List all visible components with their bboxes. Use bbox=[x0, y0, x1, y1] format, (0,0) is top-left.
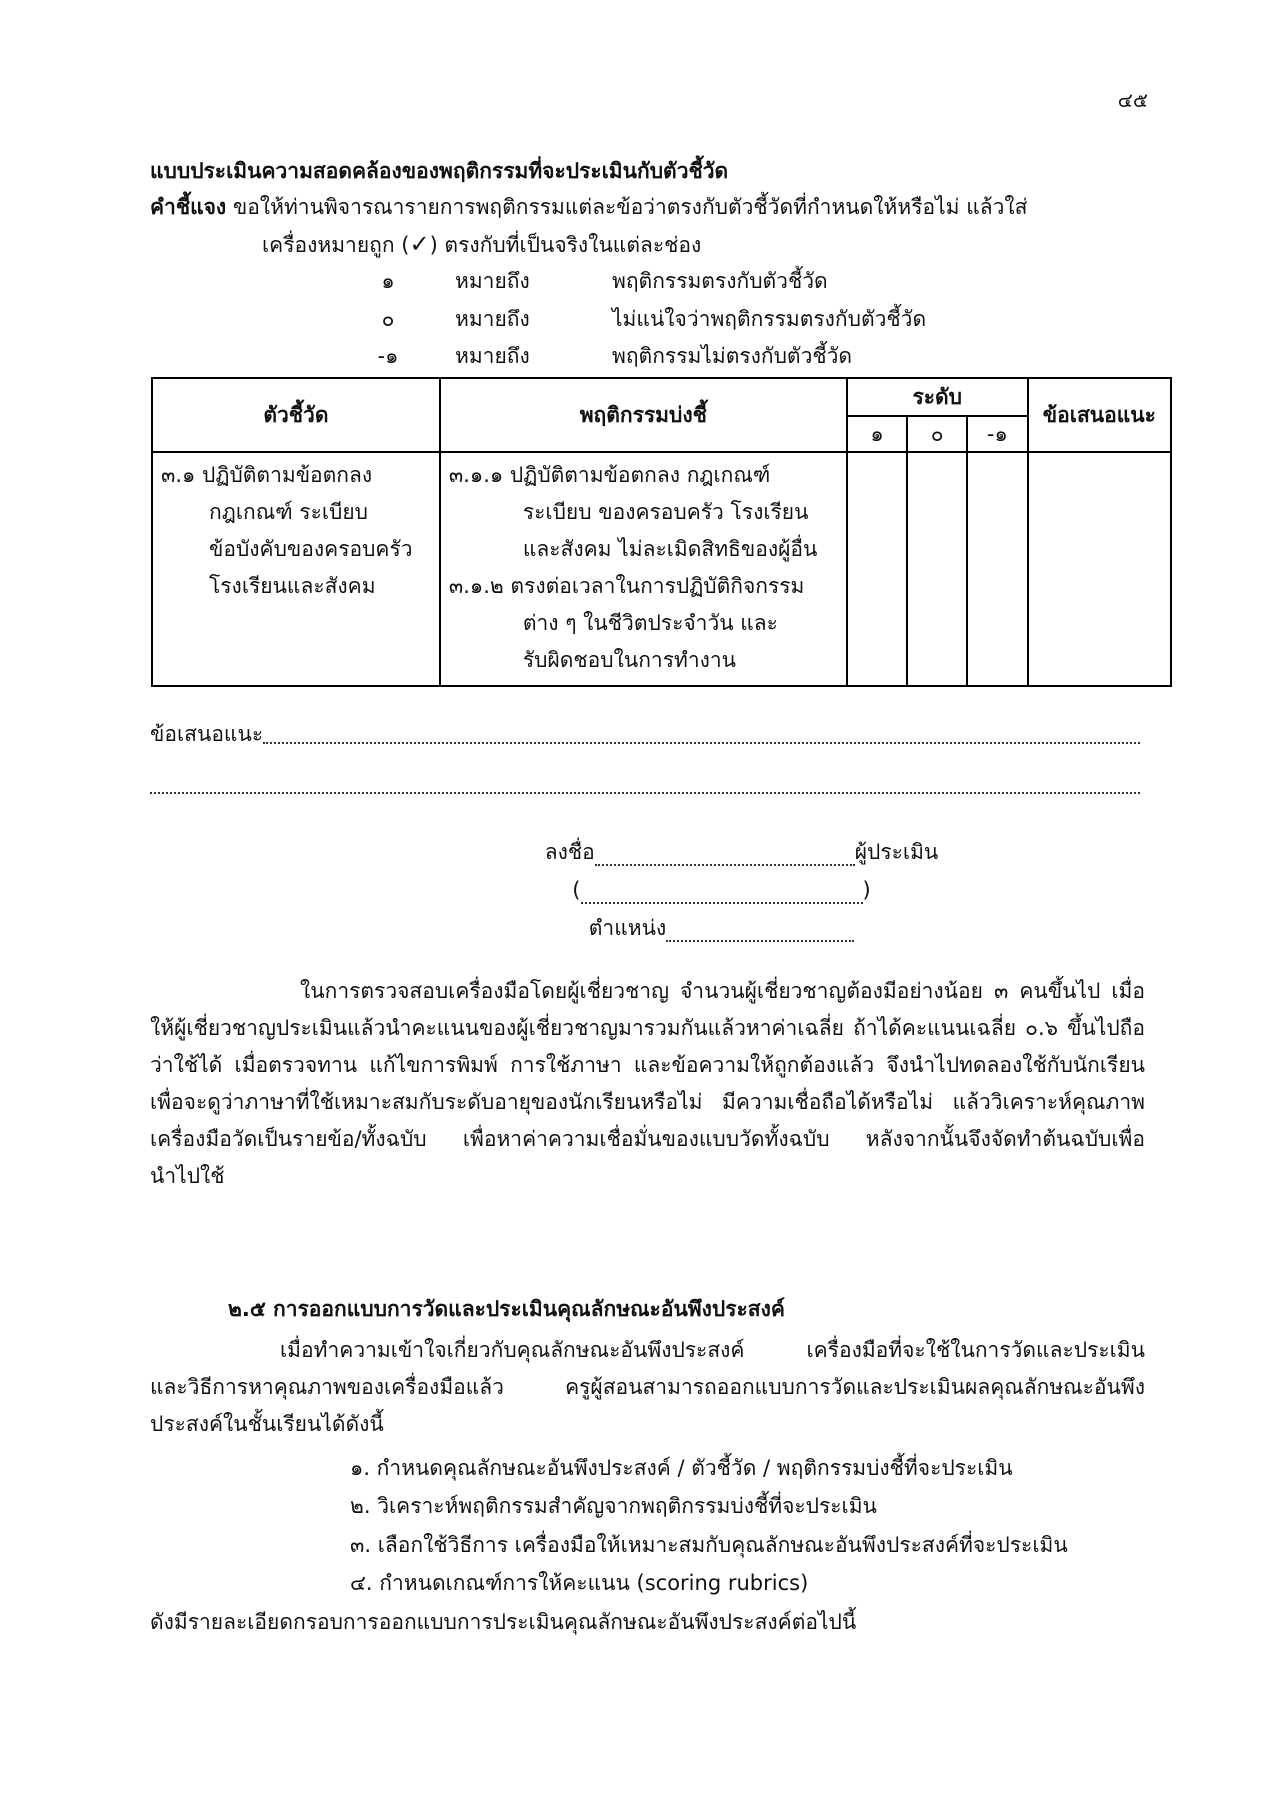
page-number: ๔๕ bbox=[1117, 88, 1148, 112]
behavior-cell bbox=[440, 452, 847, 686]
level-0: ๐ bbox=[907, 416, 967, 452]
position-label: ตำแหน่ง bbox=[588, 916, 667, 940]
form-title: แบบประเมินความสอดคล้องของพฤติกรรมที่จะประเมินกับตัวชี้วัด bbox=[150, 159, 729, 183]
legend-means: หมายถึง bbox=[455, 344, 530, 368]
paragraph-line: ว่าใช้ได้ เมื่อตรวจทาน แก้ไขการพิมพ์ การใช้ภาษา และข้อความให้ถูกต้องแล้ว จึงนำไปทดลองใช้กับนักเรียน bbox=[150, 1053, 1145, 1077]
sign-dotted-blank[interactable] bbox=[595, 842, 855, 866]
legend-desc: ไม่แน่ใจว่าพฤติกรรมตรงกับตัวชี้วัด bbox=[612, 307, 927, 331]
level-1-checkbox-cell[interactable] bbox=[847, 452, 908, 686]
level-1: ๑ bbox=[847, 416, 908, 452]
intro-line: และวิธีการหาคุณภาพของเครื่องมือแล้ว ครูผู้สอนสามารถออกแบบการวัดและประเมินผลคุณลักษณะอันพึง bbox=[150, 1375, 1145, 1399]
behavior-line: ๓.๑.๑ ปฏิบัติตามข้อตกลง กฎเกณฑ์ bbox=[448, 463, 771, 487]
legend-desc: พฤติกรรมไม่ตรงกับตัวชี้วัด bbox=[612, 344, 853, 368]
instructions-line1: ขอให้ท่านพิจารณารายการพฤติกรรมแต่ละข้อว่าตรงกับตัวชี้วัดที่กำหนดให้หรือไม่ แล้วใส่ bbox=[232, 195, 1028, 219]
suggestion-cell[interactable] bbox=[1028, 452, 1171, 686]
behavior-line: และสังคม ไม่ละเมิดสิทธิของผู้อื่น bbox=[522, 537, 818, 561]
intro-line: เมื่อทำความเข้าใจเกี่ยวกับคุณลักษณะอันพึงประสงค์ เครื่องมือที่จะใช้ในการวัดและประเมิน bbox=[280, 1338, 1145, 1362]
position-dotted-blank[interactable] bbox=[666, 918, 854, 942]
check-mark-icon: ✓ bbox=[409, 230, 430, 258]
indicator-line: กฎเกณฑ์ ระเบียบ bbox=[209, 500, 368, 524]
section-closing: ดังมีรายละเอียดกรอบการออกแบบการประเมินคุณลักษณะอันพึงประสงค์ต่อไปนี้ bbox=[150, 1610, 857, 1634]
paren-close: ) bbox=[862, 878, 871, 902]
name-line bbox=[0, 876, 1273, 904]
instructions-line2-before: เครื่องหมายถูก ( bbox=[262, 233, 410, 257]
suggestion-label: ข้อเสนอแนะ bbox=[150, 722, 264, 746]
paragraph-line: ให้ผู้เชี่ยวชาญประเมินแล้วนำคะแนนของผู้เชี่ยวชาญมารวมกันแล้วหาค่าเฉลี่ย ถ้าได้คะแนนเฉลี่ย ๐.๖ ขึ้นไปถือ bbox=[150, 1016, 1145, 1040]
header-behavior: พฤติกรรมบ่งชี้ bbox=[440, 378, 847, 452]
indicator-line: ข้อบังคับของครอบครัว bbox=[209, 537, 413, 561]
behavior-line: รับผิดชอบในการทำงาน bbox=[522, 648, 737, 672]
legend-value: -๑ bbox=[377, 344, 399, 368]
sign-label: ลงชื่อ bbox=[544, 840, 595, 864]
section-intro bbox=[150, 1332, 1145, 1443]
indicator-line: โรงเรียนและสังคม bbox=[209, 574, 376, 598]
paren-open: ( bbox=[572, 878, 581, 902]
legend-row bbox=[0, 305, 1273, 339]
legend-means: หมายถึง bbox=[455, 307, 530, 331]
paragraph-line: เครื่องมือวัดเป็นรายข้อ/ทั้งฉบับ เพื่อหาค่าความเชื่อมั่นของแบบวัดทั้งฉบับ หลังจากนั้นจึงจัดทำต้นฉบับเพื่อ bbox=[150, 1127, 1145, 1151]
paragraph-line: ในการตรวจสอบเครื่องมือโดยผู้เชี่ยวชาญ จำนวนผู้เชี่ยวชาญต้องมีอย่างน้อย ๓ คนขึ้นไป เมื่อ bbox=[300, 979, 1145, 1003]
behavior-line: ๓.๑.๒ ตรงต่อเวลาในการปฏิบัติกิจกรรม bbox=[448, 574, 805, 598]
legend-row bbox=[0, 267, 1273, 301]
intro-line: ประสงค์ในชั้นเรียนได้ดังนี้ bbox=[150, 1412, 384, 1436]
legend-value: ๐ bbox=[381, 307, 395, 331]
name-dotted-blank[interactable] bbox=[581, 880, 863, 904]
level-0-checkbox-cell[interactable] bbox=[907, 452, 967, 686]
suggestion-line-2[interactable] bbox=[150, 770, 1140, 794]
instructions-line2-after: ) ตรงกับที่เป็นจริงในแต่ละช่อง bbox=[429, 233, 702, 257]
step-item: ๔. กำหนดเกณฑ์การให้คะแนน (scoring rubrics) bbox=[350, 1571, 809, 1595]
legend-value: ๑ bbox=[381, 269, 395, 293]
suggestion-line[interactable] bbox=[150, 720, 1140, 748]
signature-line bbox=[0, 838, 1273, 866]
step-item: ๒. วิเคราะห์พฤติกรรมสำคัญจากพฤติกรรมบ่งชี้ที่จะประเมิน bbox=[350, 1494, 877, 1518]
header-suggestion: ข้อเสนอแนะ bbox=[1028, 378, 1171, 452]
paragraph-line: นำไปใช้ bbox=[150, 1164, 225, 1188]
level-minus-1-checkbox-cell[interactable] bbox=[967, 452, 1028, 686]
level-minus-1: -๑ bbox=[967, 416, 1028, 452]
paragraph-line: เพื่อจะดูว่าภาษาที่ใช้เหมาะสมกับระดับอายุของนักเรียนหรือไม่ มีความเชื่อถือได้หรือไม่ แล้ววิเคราะห์คุณภาพ bbox=[150, 1090, 1145, 1114]
suggestion-dotted-blank bbox=[263, 720, 1140, 744]
legend-means: หมายถึง bbox=[455, 269, 530, 293]
instructions-line2 bbox=[262, 230, 701, 259]
sign-suffix: ผู้ประเมิน bbox=[854, 840, 939, 864]
header-indicator: ตัวชี้วัด bbox=[152, 378, 440, 452]
header-level: ระดับ bbox=[847, 378, 1028, 416]
behavior-line: ระเบียบ ของครอบครัว โรงเรียน bbox=[522, 500, 809, 524]
position-line bbox=[0, 914, 1273, 942]
assessment-table bbox=[151, 377, 1172, 687]
section-heading: ๒.๕ การออกแบบการวัดและประเมินคุณลักษณะอันพึงประสงค์ bbox=[228, 1297, 785, 1321]
indicator-cell bbox=[152, 452, 440, 686]
paragraph-expert-review bbox=[150, 973, 1145, 1195]
step-item: ๑. กำหนดคุณลักษณะอันพึงประสงค์ / ตัวชี้วัด / พฤติกรรมบ่งชี้ที่จะประเมิน bbox=[350, 1456, 1013, 1480]
legend-row bbox=[0, 342, 1273, 376]
indicator-line: ๓.๑ ปฏิบัติตามข้อตกลง bbox=[161, 463, 373, 487]
step-item: ๓. เลือกใช้วิธีการ เครื่องมือให้เหมาะสมกับคุณลักษณะอันพึงประสงค์ที่จะประเมิน bbox=[350, 1533, 1068, 1557]
instructions-label: คำชี้แจง bbox=[150, 195, 227, 219]
behavior-line: ต่าง ๆ ในชีวิตประจำวัน และ bbox=[522, 611, 778, 635]
instructions bbox=[150, 193, 1150, 221]
legend-desc: พฤติกรรมตรงกับตัวชี้วัด bbox=[612, 269, 828, 293]
